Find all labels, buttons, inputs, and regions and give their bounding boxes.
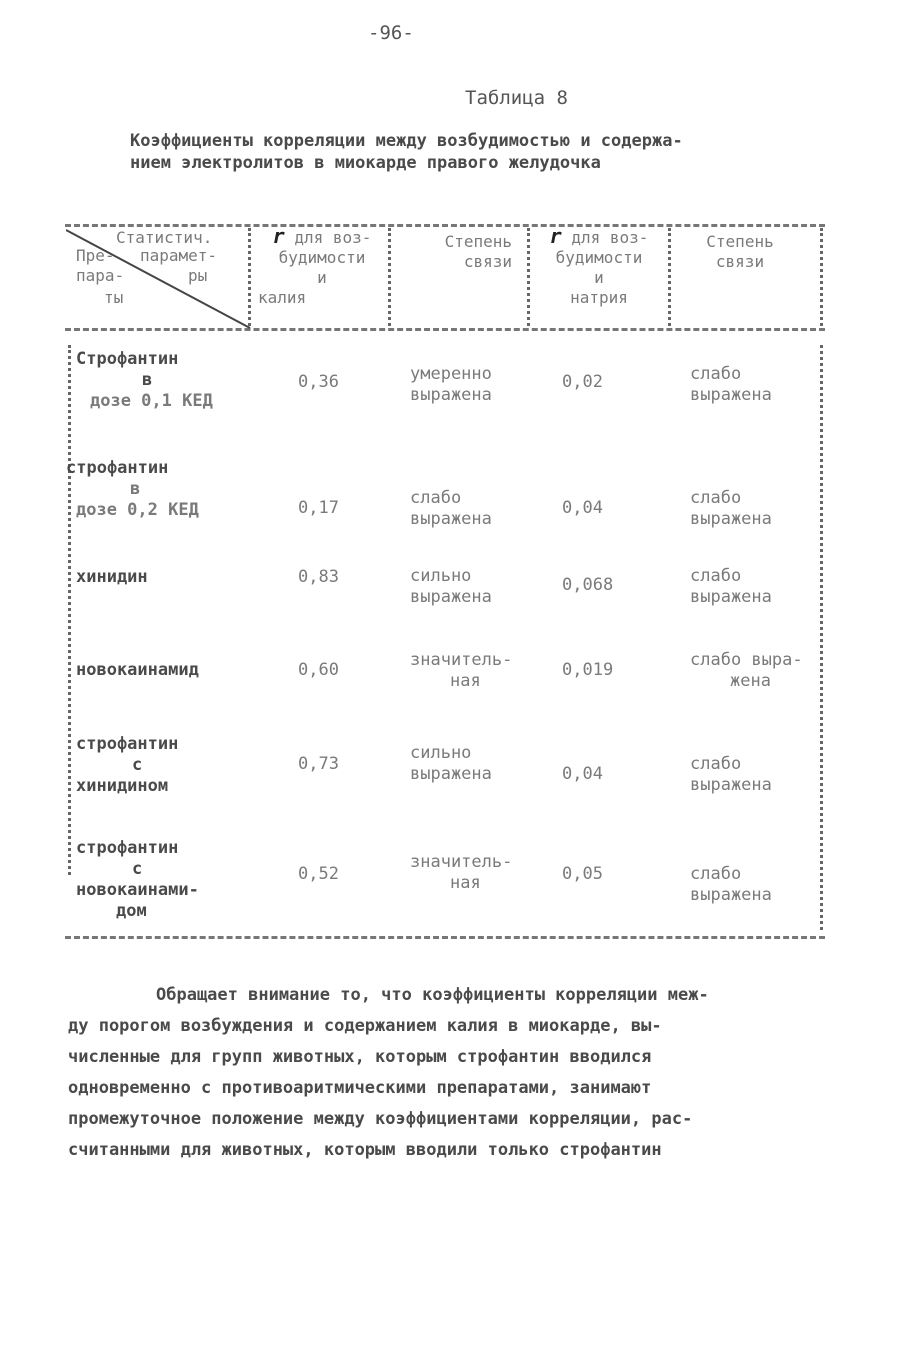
degree-text: выражена	[690, 385, 772, 405]
degree-sodium	[690, 488, 772, 530]
degree-text: умеренно	[410, 364, 492, 384]
drug-text: новокаинами-	[76, 880, 199, 900]
degree-sodium	[690, 650, 803, 692]
degree-potassium	[410, 852, 512, 894]
r-potassium-value: 0,83	[298, 567, 339, 587]
degree-text: выражена	[410, 509, 492, 529]
header-corner-para: пара-	[76, 266, 125, 285]
paragraph-line: промежуточное положение между коэффициентами корреляции, рас-	[68, 1109, 693, 1129]
degree-text: выражена	[690, 509, 772, 529]
table-row-drug	[76, 660, 199, 681]
body-paragraph	[68, 980, 848, 1166]
degree-sodium	[690, 754, 772, 796]
degree-sodium	[690, 566, 772, 608]
degree-potassium	[410, 364, 492, 406]
degree-text: ная	[450, 873, 481, 893]
r-sodium-value: 0,04	[562, 498, 603, 518]
header-text: будимости	[555, 248, 643, 267]
table-right-border	[820, 228, 823, 326]
paragraph-line: считанными для животных, которым вводили только строфантин	[68, 1140, 662, 1160]
header-corner-param: парамет-	[140, 246, 218, 265]
header-column-divider	[388, 228, 391, 326]
degree-text: слабо выра-	[690, 650, 803, 670]
header-text: Степень	[444, 232, 512, 251]
drug-text: строфантин	[76, 838, 179, 858]
drug-text: дозе 0,1 КЕД	[90, 391, 213, 411]
degree-sodium	[690, 864, 772, 906]
degree-text: выражена	[410, 385, 492, 405]
table-row-drug	[76, 349, 213, 412]
header-corner-statistic: Статистич.	[116, 228, 213, 247]
caption-line: Коэффициенты корреляции между возбудимостью и содержа-	[130, 131, 683, 151]
header-col-degree-potassium	[400, 232, 512, 272]
header-text: для воз-	[294, 228, 372, 247]
header-text: натрия	[570, 288, 628, 307]
degree-text: выражена	[410, 587, 492, 607]
header-column-divider	[668, 228, 671, 326]
degree-text: выражена	[690, 587, 772, 607]
r-potassium-value: 0,17	[298, 498, 339, 518]
table-row-drug	[66, 458, 199, 521]
degree-text: слабо	[690, 488, 742, 508]
header-text: калия	[258, 288, 307, 307]
r-potassium-value: 0,36	[298, 372, 339, 392]
degree-text: слабо	[410, 488, 462, 508]
degree-text: сильно	[410, 566, 472, 586]
header-col-degree-sodium	[680, 232, 800, 272]
degree-text: значитель-	[410, 650, 513, 670]
drug-text: в	[142, 370, 153, 390]
header-col-r-potassium	[258, 226, 386, 308]
table-row-drug	[76, 838, 199, 922]
table-row-drug	[76, 734, 178, 797]
header-text: для воз-	[571, 228, 649, 247]
header-text: связи	[463, 252, 512, 271]
drug-text: в	[130, 479, 141, 499]
header-text: связи	[715, 252, 765, 271]
degree-text: выражена	[690, 885, 772, 905]
r-symbol: r	[549, 224, 562, 248]
degree-potassium	[410, 488, 492, 530]
degree-text: значитель-	[410, 852, 513, 872]
degree-text: сильно	[410, 743, 472, 763]
r-sodium-value: 0,02	[562, 372, 603, 392]
degree-text: ная	[450, 671, 481, 691]
drug-text: хинидин	[76, 567, 148, 587]
degree-text: слабо	[690, 566, 742, 586]
table-caption	[130, 130, 683, 174]
table-bottom-rule	[65, 936, 825, 939]
r-sodium-value: 0,019	[562, 660, 614, 680]
paragraph-line: одновременно с противоаритмическими препаратами, занимают	[68, 1078, 652, 1098]
paragraph-line: численные для групп животных, которым строфантин вводился	[68, 1047, 652, 1067]
header-corner-pre: Пре-	[76, 246, 115, 265]
r-symbol: r	[272, 224, 285, 248]
r-potassium-value: 0,52	[298, 864, 339, 884]
drug-text: строфантин	[76, 734, 179, 754]
drug-text: хинидином	[76, 776, 169, 796]
r-potassium-value: 0,60	[298, 660, 339, 680]
degree-text: слабо	[690, 864, 742, 884]
table-row-drug	[76, 567, 148, 588]
degree-sodium	[690, 364, 772, 406]
drug-text: строфантин	[66, 458, 169, 478]
degree-text: жена	[730, 671, 771, 691]
header-text: Степень	[706, 232, 774, 251]
table-label: Таблица 8	[465, 87, 568, 109]
degree-potassium	[410, 743, 492, 785]
degree-text: выражена	[410, 764, 492, 784]
paragraph-line: Обращает внимание то, что коэффициенты корреляции меж-	[156, 985, 709, 1005]
r-sodium-value: 0,05	[562, 864, 603, 884]
drug-text: с	[132, 859, 143, 879]
header-corner-ty: ты	[104, 288, 124, 307]
drug-text: новокаинамид	[76, 660, 199, 680]
table-right-border	[820, 345, 823, 930]
r-sodium-value: 0,04	[562, 764, 603, 784]
page-number: -96-	[368, 22, 414, 44]
paragraph-line: ду порогом возбуждения и содержанием калия в миокарде, вы-	[68, 1016, 662, 1036]
degree-text: слабо	[690, 754, 742, 774]
table-left-border	[68, 345, 71, 875]
drug-text: дом	[116, 901, 147, 921]
r-potassium-value: 0,73	[298, 754, 339, 774]
header-corner-ry: ры	[188, 266, 208, 285]
r-sodium-value: 0,068	[562, 575, 614, 595]
header-text: будимости	[278, 248, 366, 267]
header-column-divider	[527, 228, 530, 326]
degree-text: выражена	[690, 775, 772, 795]
header-text: и	[317, 268, 327, 287]
degree-potassium	[410, 566, 492, 608]
table-top-rule	[65, 224, 825, 227]
degree-potassium	[410, 650, 512, 692]
header-text: и	[594, 268, 604, 287]
caption-line: нием электролитов в миокарде правого желудочка	[130, 153, 601, 173]
drug-text: с	[132, 755, 143, 775]
drug-text: Строфантин	[76, 349, 179, 369]
drug-text: дозе 0,2 КЕД	[76, 500, 199, 520]
degree-text: слабо	[690, 364, 742, 384]
header-col-r-sodium	[534, 226, 664, 308]
